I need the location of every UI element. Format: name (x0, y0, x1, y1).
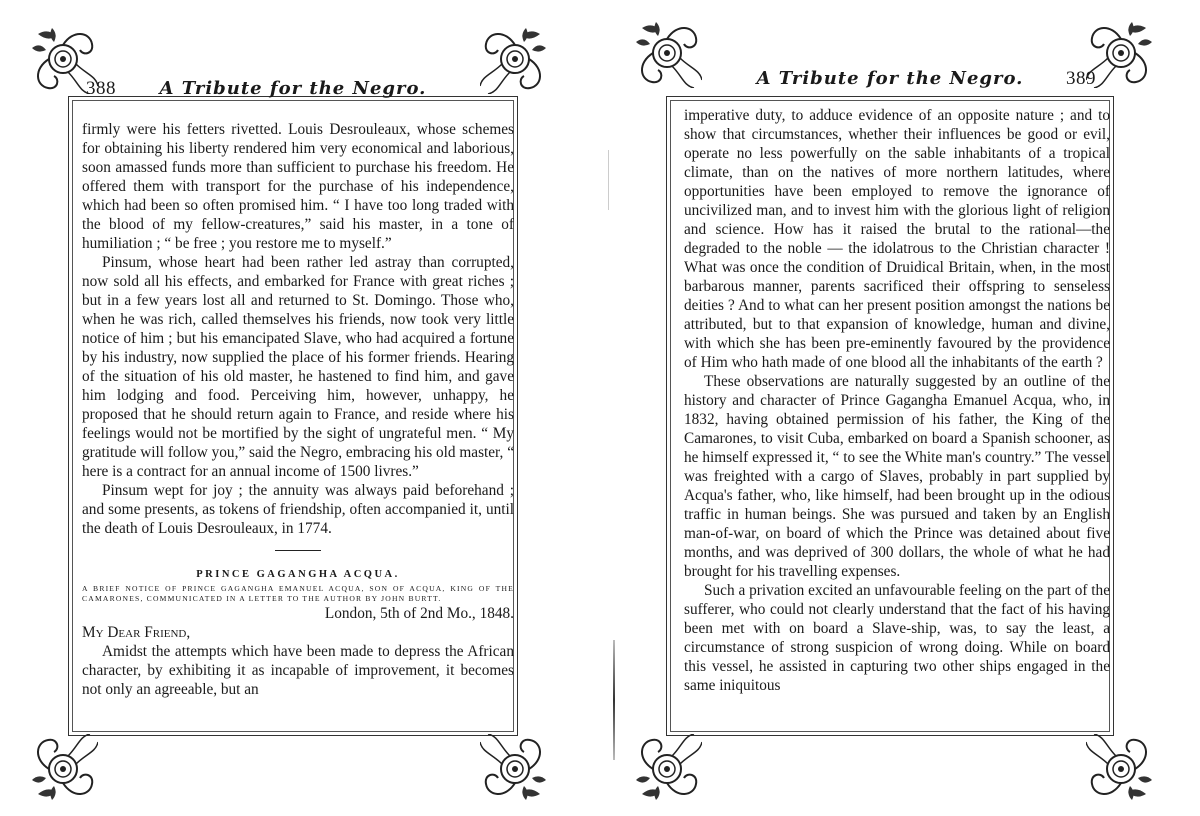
page-number: 389 (1066, 68, 1096, 89)
body-text (82, 120, 514, 699)
left-page (22, 28, 544, 798)
section-title: PRINCE GAGANGHA ACQUA. (196, 569, 400, 580)
corner-ornament-bottom-left (28, 734, 98, 804)
paragraph: Such a privation excited an unfavourable feeling on the part of the sufferer, who could not clearly understand that the fact of his having been met with on board a Slave-ship, was, to say the least, a circumstance of strong suspicion of wrong doing. While on board this vessel, he assisted in capturing two other ships engaged in the same iniquitous (684, 582, 1110, 694)
page-number: 388 (86, 78, 116, 99)
right-page (640, 28, 1160, 798)
section-subtitle: A BRIEF NOTICE OF PRINCE GAGANGHA EMANUEL ACQUA, SON OF ACQUA, KING OF THE CAMARONES, COMMUNICATED IN A LETTER TO THE AUTHOR BY JOHN BURTT. (82, 584, 514, 603)
letter-dateline: London, 5th of 2nd Mo., 1848. (324, 605, 514, 622)
paragraph: Amidst the attempts which have been made to depress the African character, by exhibiting it as incapable of improvement, it becomes not only an agreeable, but an (82, 643, 514, 698)
paragraph: These observations are naturally suggested by an outline of the history and character of Prince Gagangha Emanuel Acqua, who, in 1832, having obtained permission of his father, the King of the Camarones, to visit Cuba, embarked on board a Spanish schooner, as he himself expressed it, “ to see the White man's country.” The vessel was freighted with a cargo of Slaves, probably in part supplied by Acqua's father, who, like himself, had been brought up in the odious traffic in human beings. She was pursued and taken by an English man-of-war, on board of which the Prince was detained about five months, and was deprived of 300 dollars, the whole of what he had brought for his travelling expenses. (684, 373, 1110, 580)
corner-ornament-bottom-right (480, 734, 550, 804)
paragraph: imperative duty, to adduce evidence of an opposite nature ; and to show that circumstances, whether their influences be good or evil, operate no less powerfully on the sable inhabitants of a tropical climate, than on the natives of more northern latitudes, where opportunities have been employed to remove the ignorance of uncivilized man, and to invest him with the glorious light of religion and science. How has it raised the brutal to the rational—the degraded to the noble — the idolatrous to the Christian character ! What was once the condition of Druidical Britain, when, in the most barbarous manner, parents sacrificed their offspring to senseless deities ? And to what can her present position amongst the nations be attributed, but to that expansion of knowledge, human and divine, with which she has been pre-eminently favoured by the providence of Him who hath made of one blood all the inhabitants of the earth ? (684, 107, 1110, 371)
page-header (670, 68, 1110, 98)
section-divider (275, 550, 321, 551)
paragraph: Pinsum wept for joy ; the annuity was always paid beforehand ; and some presents, as tokens of friendship, often accompanied it, until the death of Louis Desrouleaux, in 1774. (82, 482, 514, 537)
letter-salutation: My Dear Friend, (82, 624, 191, 641)
body-text (684, 106, 1110, 695)
running-head: A Tribute for the Negro. (756, 68, 1024, 89)
paragraph: firmly were his fetters rivetted. Louis Desrouleaux, whose schemes for obtaining his liberty rendered him very economical and laborious, soon amassed funds more than sufficient to purchase his freedom. He offered them with transport for the purchase of his independence, which had been so often promised him. “ I have too long traded with the blood of my fellow-creatures,” said his master, in a tone of humiliation ; “ be free ; you restore me to myself.” (82, 121, 514, 252)
corner-ornament-bottom-left (632, 734, 702, 804)
gutter-shadow (608, 150, 609, 210)
running-head: A Tribute for the Negro. (159, 78, 427, 99)
paragraph: Pinsum, whose heart had been rather led astray than corrupted, now sold all his effects, and embarked for France with great riches ; but in a few years lost all and returned to St. Domingo. Those who, when he was rich, called themselves his friends, now took very little notice of him ; but his emancipated Slave, who had acquired a fortune by his industry, now supplied the place of his former friends. Hearing of the situation of his old master, he hastened to find him, and gave him lodging and food. Perceiving him, however, unhappy, he proposed that he should return again to France, and reside where his feelings would not be mortified by the sight of ungrateful men. “ My gratitude will follow you,” said the Negro, embracing his old master, “ here is a contract for an annual income of 1500 livres.” (82, 254, 514, 480)
page-header (72, 78, 514, 108)
gutter-fold (613, 640, 615, 760)
corner-ornament-bottom-right (1086, 734, 1156, 804)
